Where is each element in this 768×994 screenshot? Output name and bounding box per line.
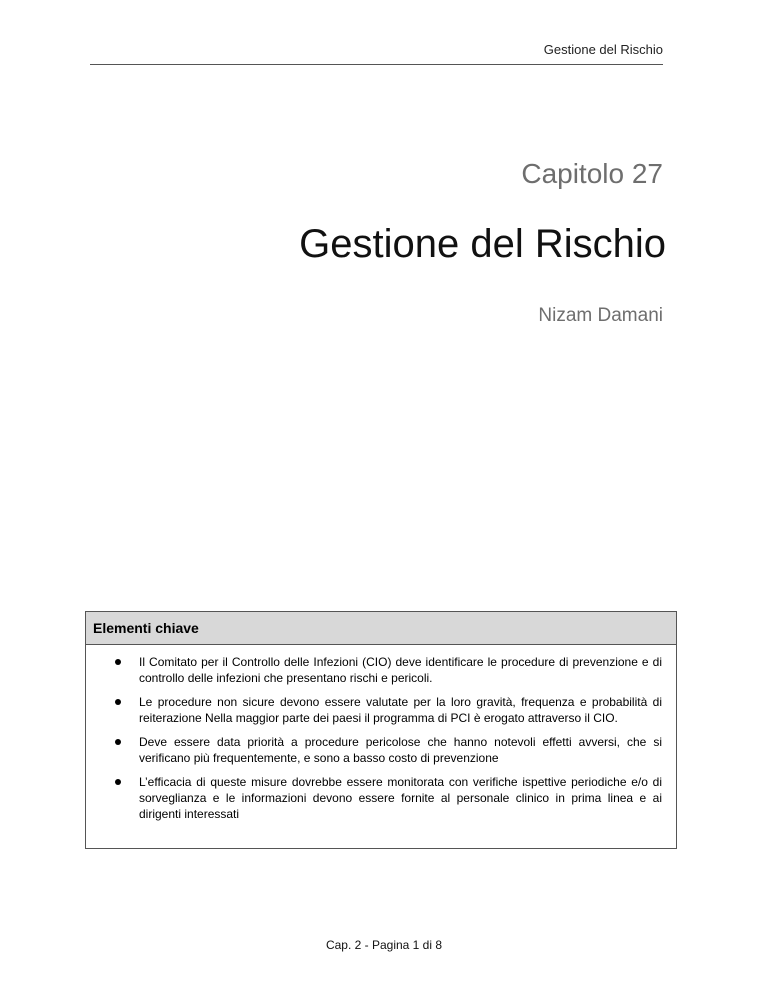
page-footer: Cap. 2 - Pagina 1 di 8 bbox=[325, 938, 443, 952]
chapter-label: Capitolo 27 bbox=[521, 158, 663, 189]
key-point-text: Deve essere data priorità a procedure pericolose che hanno notevoli effetti avversi, che si verificano più frequentemente, e sono a basso costo di prevenzione bbox=[139, 735, 662, 765]
header-divider bbox=[90, 64, 663, 65]
running-header: Gestione del Rischio bbox=[543, 42, 663, 57]
key-points-heading: Elementi chiave bbox=[86, 612, 676, 645]
chapter-title: Gestione del Rischio bbox=[299, 222, 666, 266]
key-point-item bbox=[86, 694, 662, 726]
author-name: Nizam Damani bbox=[538, 305, 663, 326]
key-point-item bbox=[86, 774, 662, 822]
key-point-text: Il Comitato per il Controllo delle Infezioni (CIO) deve identificare le procedure di prevenzione e di controllo delle infezioni che presentano rischi e pericoli. bbox=[139, 655, 662, 685]
key-point-text: L’efficacia di queste misure dovrebbe essere monitorata con verifiche ispettive periodiche e/o di sorveglianza e le informazioni devono essere fornite al personale clinico in prima linea e ai dirigenti interessati bbox=[139, 775, 662, 821]
bullet-icon bbox=[115, 739, 121, 745]
key-point-text: Le procedure non sicure devono essere valutate per la loro gravità, frequenza e probabilità di reiterazione Nella maggior parte dei paesi il programma di PCI è erogato attraverso il CIO. bbox=[139, 695, 662, 725]
key-point-item bbox=[86, 654, 662, 686]
key-points-box bbox=[85, 611, 677, 849]
bullet-icon bbox=[115, 779, 121, 785]
bullet-icon bbox=[115, 699, 121, 705]
bullet-icon bbox=[115, 659, 121, 665]
key-points-list bbox=[86, 645, 676, 822]
key-point-item bbox=[86, 734, 662, 766]
